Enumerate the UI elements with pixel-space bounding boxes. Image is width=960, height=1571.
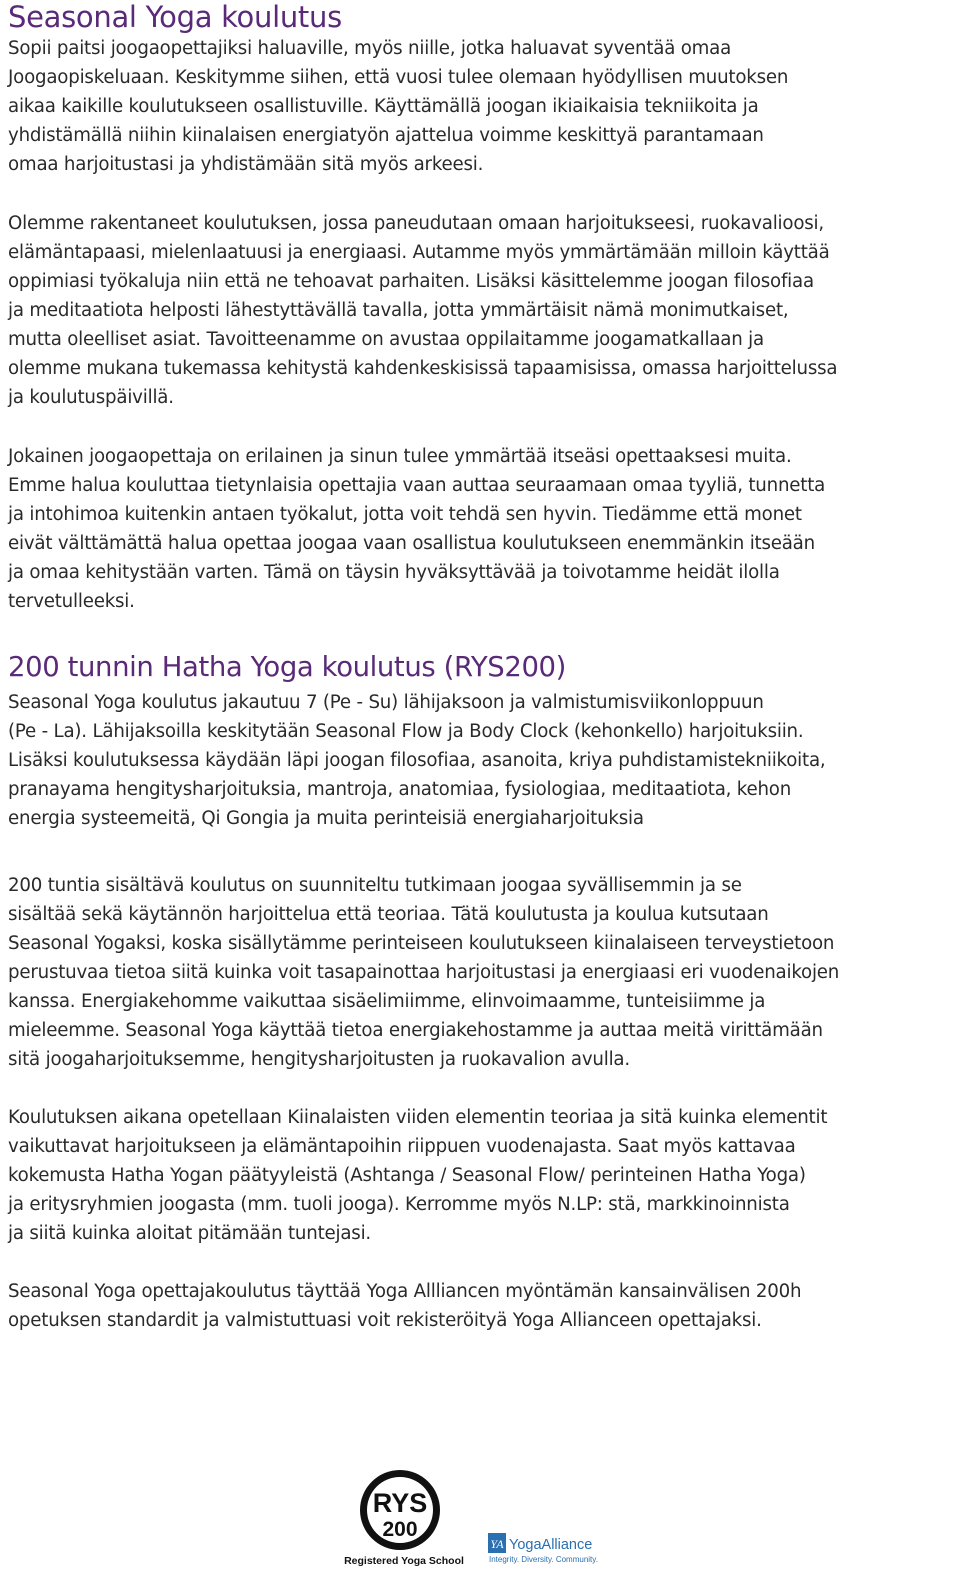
hatha-paragraph: Koulutuksen aikana opetellaan Kiinalaisten viiden elementin teoriaa ja sitä kuinka elementit vaikuttavat harjoitukseen ja elämäntapoihin riippuen vuodenajasta. Saat myös kattavaa kokemusta Hatha Yogan päätyyleistä (Ashtanga / Seasonal Flow/ perinteinen Hatha Yoga) ja eritysryhmien joogasta (mm. tuoli jooga). Kerromme myös N.LP: stä, markkinoinnista ja siitä kuinka aloitat pitämään tuntejasi. bbox=[8, 1107, 828, 1244]
rys-seal-number: 200 bbox=[382, 1518, 418, 1541]
yoga-alliance-logo-icon bbox=[487, 1532, 609, 1564]
hatha-paragraph: 200 tuntia sisältävä koulutus on suunniteltu tutkimaan joogaa syvällisemmin ja se sisältää sekä käytännön harjoittelua että teoriaa. Tätä koulutusta ja koulua kutsutaan Seasonal Yogaksi, koska sisällytämme perinteiseen koulutukseen kiinalaiseen terveystietoon perustuvaa tietoa siitä kuinka voit tasapainottaa harjoitustasi ja energiaasi eri vuodenaikojen kanssa. Energiakehomme vaikuttaa sisäelimiimme, elinvoimaamme, tunteisiimme ja mieleemme. Seasonal Yoga käyttää tietoa energiakehostamme ja auttaa meitä virittämään sitä joogaharjoituksemme, hengitysharjoitusten ja ruokavalion avulla. bbox=[8, 875, 840, 1070]
yoga-alliance-name: YogaAlliance bbox=[509, 1537, 593, 1553]
rys-seal-caption: Registered Yoga School bbox=[344, 1555, 464, 1567]
intro-paragraph: Jokainen joogaopettaja on erilainen ja sinun tulee ymmärtää itseäsi opettaaksesi muita. Emme halua kouluttaa tietynlaisia opettajia vaan auttaa seuraamaan omaa tyyliä, tunnetta ja intohimoa kuitenkin antaen työkalut, jotta voit tehdä sen hyvin. Tiedämme että monet eivät välttämättä halua opettaa joogaa vaan osallistua koulutukseen enemmänkin itseään ja omaa kehitystään varten. Tämä on täysin hyväksyttävää ja toivotamme heidät ilolla tervetulleeksi. bbox=[8, 446, 826, 612]
section-title-seasonal-yoga: Seasonal Yoga koulutus bbox=[8, 0, 342, 34]
accreditation-logos bbox=[0, 1468, 960, 1567]
yoga-alliance-mark: YA bbox=[490, 1537, 504, 1551]
hatha-paragraph: Seasonal Yoga koulutus jakautuu 7 (Pe - Su) lähijaksoon ja valmistumisviikonloppuun (Pe - La). Lähijaksoilla keskitytään Seasonal Flow ja Body Clock (kehonkello) harjoituksiin. Lisäksi koulutuksessa käydään läpi joogan filosofiaa, asanoita, kriya puhdistamistekniikoita, pranayama hengitysharjoituksia, mantroja, anatomiaa, fysiologiaa, meditaatiota, kehon energia systeemeitä, Qi Gongia ja muita perinteisiä energiaharjoituksia bbox=[8, 692, 826, 829]
intro-paragraph: Olemme rakentaneet koulutuksen, jossa paneudutaan omaan harjoitukseesi, ruokavalioosi, elämäntapaasi, mielenlaatuusi ja energiaasi. Autamme myös ymmärtämään milloin käyttää oppimiasi työkaluja niin että ne tehoavat parhaiten. Lisäksi käsittelemme joogan filosofiaa ja meditaatiota helposti lähestyttävällä tavalla, jotta ymmärtäisit nämä monimutkaiset, mutta oleelliset asiat. Tavoitteenamme on avustaa oppilaitamme joogamatkallaan ja olemme mukana tukemassa kehitystä kahdenkeskisissä tapaamisissa, omassa harjoittelussa ja koulutuspäivillä. bbox=[8, 213, 838, 408]
rys-seal-text: RYS bbox=[372, 1488, 428, 1518]
yoga-alliance-tagline: Integrity. Diversity. Community. bbox=[489, 1555, 598, 1564]
hatha-paragraph: Seasonal Yoga opettajakoulutus täyttää Yoga Allliancen myöntämän kansainvälisen 200h opetuksen standardit ja valmistuttuasi voit rekisteröityä Yoga Allianceen opettajaksi. bbox=[8, 1281, 802, 1331]
rys-200-seal-icon bbox=[344, 1468, 464, 1567]
intro-paragraph: Sopii paitsi joogaopettajiksi haluaville, myös niille, jotka haluavat syventää omaa Joogaopiskeluaan. Keskitymme siihen, että vuosi tulee olemaan hyödyllisen muutoksen aikaa kaikille koulutukseen osallistuville. Käyttämällä joogan ikiaikaisia tekniikoita ja yhdistämällä niihin kiinalaisen energiatyön ajattelua voimme keskittyä parantamaan omaa harjoitustasi ja yhdistämään sitä myös arkeesi. bbox=[8, 38, 789, 175]
section-title-hatha-yoga: 200 tunnin Hatha Yoga koulutus (RYS200) bbox=[8, 651, 566, 683]
